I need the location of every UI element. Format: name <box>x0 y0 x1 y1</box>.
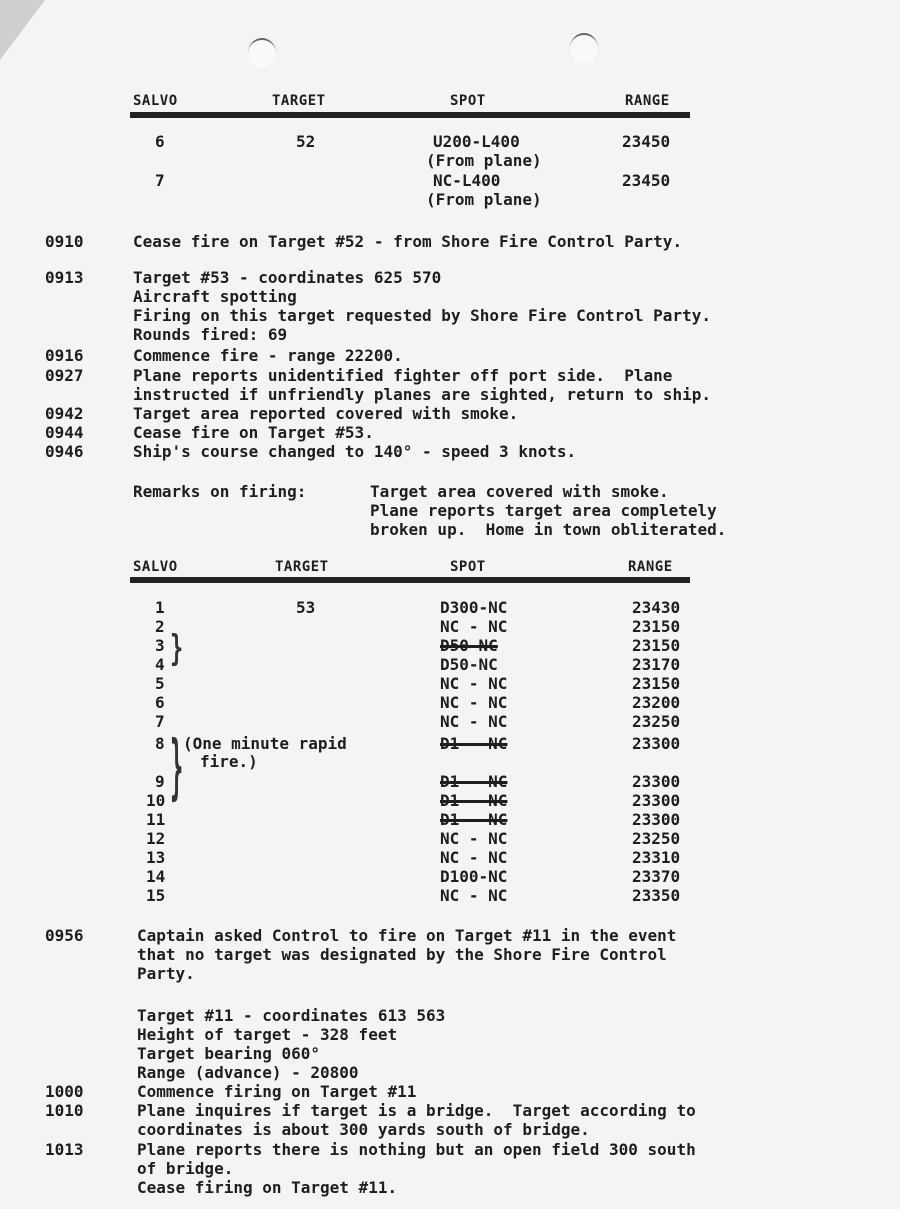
table2-range: 23170 <box>632 655 681 674</box>
table1-range: 23450 <box>622 132 671 151</box>
log-text: Height of target - 328 feet <box>137 1025 398 1044</box>
table2-header-rule <box>130 577 690 583</box>
log-text: Cease fire on Target #52 - from Shore Fire Control Party. <box>133 232 683 251</box>
remarks-text: Plane reports target area completely <box>370 501 717 520</box>
table2-header: SALVO <box>133 559 178 575</box>
table1-header: RANGE <box>625 93 670 109</box>
log-time: 0916 <box>45 346 84 365</box>
remarks-text: broken up. Home in town obliterated. <box>370 520 727 539</box>
punch-hole-right <box>570 33 598 63</box>
table2-salvo: 13 <box>146 848 166 867</box>
table2-spot: D50-NC <box>440 636 498 655</box>
table2-range: 23430 <box>632 598 681 617</box>
rapid-fire-note: (One minute rapid <box>183 734 347 753</box>
log-time: 0946 <box>45 442 84 461</box>
table1-spot: NC-L400 <box>433 171 501 190</box>
table2-spot: D100-NC <box>440 867 508 886</box>
log-time: 1000 <box>45 1082 84 1101</box>
log-time: 0913 <box>45 268 84 287</box>
table2-header: SPOT <box>450 559 486 575</box>
table2-range: 23250 <box>632 712 681 731</box>
log-text: Target #11 - coordinates 613 563 <box>137 1006 446 1025</box>
log-text: coordinates is about 300 yards south of bridge. <box>137 1120 590 1139</box>
log-text: Ship's course changed to 140° - speed 3 knots. <box>133 442 577 461</box>
table2-salvo: 2 <box>155 617 165 636</box>
table2-spot: NC - NC <box>440 617 508 636</box>
table2-salvo: 12 <box>146 829 166 848</box>
table2-range: 23350 <box>632 886 681 905</box>
table2-salvo: 1 <box>155 598 165 617</box>
log-text: Plane reports there is nothing but an open field 300 south <box>137 1140 696 1159</box>
table2-range: 23310 <box>632 848 681 867</box>
table2-range: 23150 <box>632 617 681 636</box>
table2-salvo: 4 <box>155 655 165 674</box>
bracket-mark: } <box>170 729 184 810</box>
log-text: Range (advance) - 20800 <box>137 1063 359 1082</box>
table1-header: TARGET <box>272 93 326 109</box>
table2-salvo: 9 <box>155 772 165 791</box>
log-time: 0956 <box>45 926 84 945</box>
log-text: Cease firing on Target #11. <box>137 1178 398 1197</box>
table2-salvo: 8 <box>155 734 165 753</box>
table2-range: 23300 <box>632 791 681 810</box>
table1-salvo: 7 <box>155 171 165 190</box>
log-text: Commence firing on Target #11 <box>137 1082 417 1101</box>
log-text: Commence fire - range 22200. <box>133 346 403 365</box>
table2-salvo: 6 <box>155 693 165 712</box>
log-text: of bridge. <box>137 1159 234 1178</box>
table2-salvo: 14 <box>146 867 166 886</box>
table2-spot: D1 - NC <box>440 734 508 753</box>
table1-spot-note: (From plane) <box>426 151 542 170</box>
table2-spot: NC - NC <box>440 712 508 731</box>
log-text: Cease fire on Target #53. <box>133 423 374 442</box>
table2-range: 23300 <box>632 810 681 829</box>
table2-range: 23370 <box>632 867 681 886</box>
log-time: 0942 <box>45 404 84 423</box>
log-text: Aircraft spotting <box>133 287 297 306</box>
log-time: 0910 <box>45 232 84 251</box>
log-time: 0944 <box>45 423 84 442</box>
remarks-label: Remarks on firing: <box>133 482 307 501</box>
table2-range: 23300 <box>632 734 681 753</box>
log-text: Firing on this target requested by Shore Fire Control Party. <box>133 306 711 325</box>
log-time: 1010 <box>45 1101 84 1120</box>
table2-header: RANGE <box>628 559 673 575</box>
table2-spot: NC - NC <box>440 848 508 867</box>
table2-spot: D1 - NC <box>440 791 508 810</box>
table1-header: SALVO <box>133 93 178 109</box>
table1-spot: U200-L400 <box>433 132 520 151</box>
table1-target: 52 <box>296 132 316 151</box>
table2-spot: NC - NC <box>440 886 508 905</box>
table2-spot: D1 - NC <box>440 810 508 829</box>
table2-spot: NC - NC <box>440 829 508 848</box>
table2-target: 53 <box>296 598 316 617</box>
log-text: Plane reports unidentified fighter off port side. Plane <box>133 366 673 385</box>
table1-salvo: 6 <box>155 132 165 151</box>
table2-range: 23150 <box>632 636 681 655</box>
log-text: Target #53 - coordinates 625 570 <box>133 268 442 287</box>
log-text: Captain asked Control to fire on Target #11 in the event <box>137 926 677 945</box>
log-text: Plane inquires if target is a bridge. Target according to <box>137 1101 696 1120</box>
remarks-text: Target area covered with smoke. <box>370 482 669 501</box>
table2-spot: D1 - NC <box>440 772 508 791</box>
log-time: 1013 <box>45 1140 84 1159</box>
log-text: that no target was designated by the Shore Fire Control <box>137 945 667 964</box>
log-text: Rounds fired: 69 <box>133 325 288 344</box>
table2-range: 23250 <box>632 829 681 848</box>
log-text: Target area reported covered with smoke. <box>133 404 519 423</box>
log-text: Target bearing 060° <box>137 1044 321 1063</box>
table1-header: SPOT <box>450 93 486 109</box>
table2-range: 23150 <box>632 674 681 693</box>
rapid-fire-note: fire.) <box>200 752 258 771</box>
table2-spot: D50-NC <box>440 655 498 674</box>
table2-spot: D300-NC <box>440 598 508 617</box>
table1-header-rule <box>130 112 690 118</box>
table2-range: 23300 <box>632 772 681 791</box>
table2-range: 23200 <box>632 693 681 712</box>
table1-spot-note: (From plane) <box>426 190 542 209</box>
table2-salvo: 3 <box>155 636 165 655</box>
log-text: instructed if unfriendly planes are sighted, return to ship. <box>133 385 711 404</box>
folded-corner <box>0 0 45 60</box>
log-time: 0927 <box>45 366 84 385</box>
table2-salvo: 5 <box>155 674 165 693</box>
table2-salvo: 11 <box>146 810 166 829</box>
table2-salvo: 15 <box>146 886 166 905</box>
bracket-mark: } <box>170 629 184 670</box>
table2-spot: NC - NC <box>440 674 508 693</box>
table2-spot: NC - NC <box>440 693 508 712</box>
table1-range: 23450 <box>622 171 671 190</box>
table2-salvo: 7 <box>155 712 165 731</box>
punch-hole-left <box>248 38 276 68</box>
table2-salvo: 10 <box>146 791 166 810</box>
log-text: Party. <box>137 964 195 983</box>
table2-header: TARGET <box>275 559 329 575</box>
